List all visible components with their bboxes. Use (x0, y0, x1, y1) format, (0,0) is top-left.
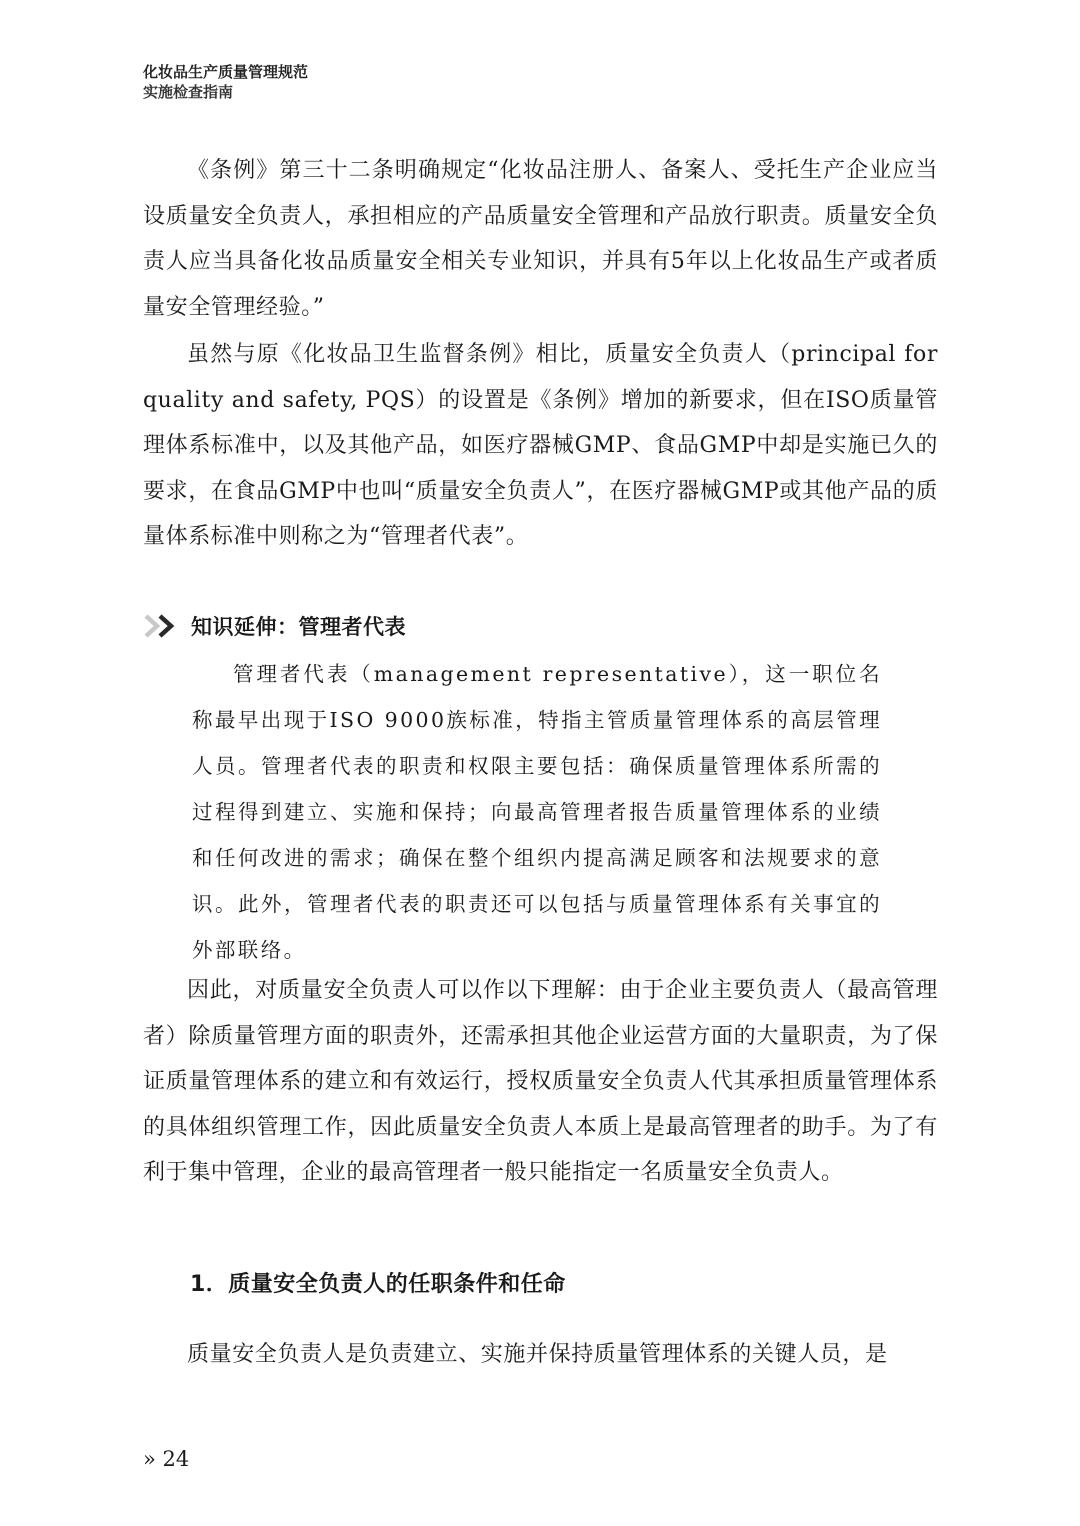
section-heading: 1．质量安全负责人的任职条件和任命 (190, 1272, 566, 1297)
double-chevron-right-icon (143, 613, 183, 639)
page-number: » 24 (143, 1447, 190, 1471)
header-book-subtitle: 实施检查指南 (143, 83, 234, 101)
knowledge-box-heading (143, 606, 406, 646)
knowledge-box-title: 知识延伸：管理者代表 (191, 615, 406, 639)
body-paragraph-1: 《条例》第三十二条明确规定“化妆品注册人、备案人、受托生产企业应当设质量安全负责人，承担相应的产品质量安全管理和产品放行职责。质量安全负责人应当具备化妆品质量安全相关专业知识，并具有5年以上化妆品生产或者质量安全管理经验。” (143, 158, 938, 320)
body-paragraph-4: 质量安全负责人是负责建立、实施并保持质量管理体系的关键人员，是 (187, 1342, 888, 1367)
header-book-title: 化妆品生产质量管理规范 (143, 63, 309, 81)
body-paragraph-3: 因此，对质量安全负责人可以作以下理解：由于企业主要负责人（最高管理者）除质量管理方面的职责外，还需承担其他企业运营方面的大量职责，为了保证质量管理体系的建立和有效运行，授权质量安全负责人代其承担质量管理体系的具体组织管理工作，因此质量安全负责人本质上是最高管理者的助手。为了有利于集中管理，企业的最高管理者一般只能指定一名质量安全负责人。 (143, 978, 938, 1185)
running-header (143, 62, 308, 102)
knowledge-box-text: 管理者代表（management representative），这一职位名称最早出现于ISO 9000族标准，特指主管质量管理体系的高层管理人员。管理者代表的职责和权限主要包括：确保质量管理体系所需的过程得到建立、实施和保持；向最高管理者报告质量管理体系的业绩和任何改进的需求；确保在整个组织内提高满足顾客和法规要求的意识。此外，管理者代表的职责还可以包括与质量管理体系有关事宜的外部联络。 (192, 662, 882, 962)
body-paragraph-2: 虽然与原《化妆品卫生监督条例》相比，质量安全负责人（principal for quality and safety, PQS）的设置是《条例》增加的新要求，但在ISO质量管理体系标准中，以及其他产品，如医疗器械GMP、食品GMP中却是实施已久的要求，在食品GMP中也叫“质量安全负责人”，在医疗器械GMP或其他产品的质量体系标准中则称之为“管理者代表”。 (143, 342, 938, 549)
